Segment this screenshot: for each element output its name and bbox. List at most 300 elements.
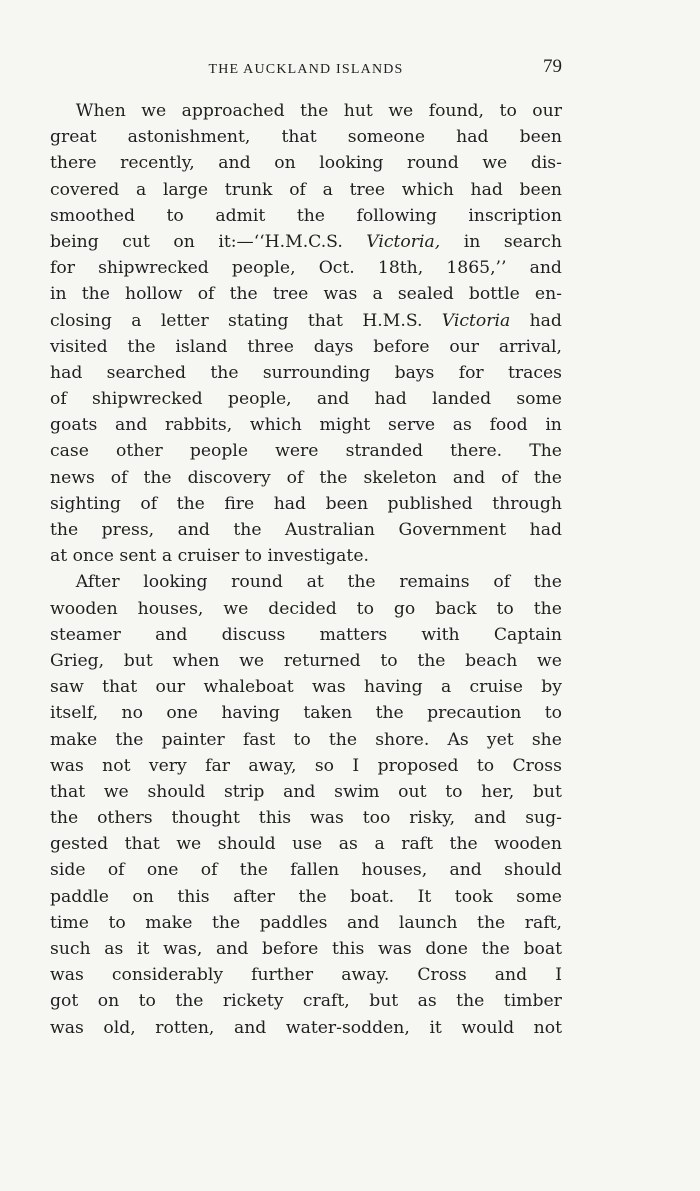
word: our xyxy=(449,336,480,357)
word: looking xyxy=(319,153,384,174)
word: this xyxy=(258,808,292,829)
word: covered xyxy=(50,179,120,200)
word: rabbits, xyxy=(165,415,233,436)
word: been xyxy=(519,179,562,200)
word: traces xyxy=(507,362,562,383)
text-line xyxy=(50,648,562,674)
word: decided xyxy=(268,598,337,619)
word: closing xyxy=(50,310,112,331)
word: bottle xyxy=(468,284,520,305)
word: shore. xyxy=(375,729,430,750)
word: but xyxy=(123,650,153,671)
word: by xyxy=(541,677,562,698)
word: the xyxy=(143,467,172,488)
word: back xyxy=(435,598,477,619)
word: we xyxy=(537,650,562,671)
word: following xyxy=(356,205,437,226)
word: rotten, xyxy=(155,1017,215,1038)
word: whaleboat xyxy=(203,677,294,698)
word: we xyxy=(388,101,414,121)
word: further xyxy=(251,965,314,986)
word: water-sodden, xyxy=(285,1017,410,1038)
word: the xyxy=(328,729,358,750)
word: was, xyxy=(163,939,203,959)
word: far xyxy=(205,755,230,776)
word: that xyxy=(281,127,317,148)
word: search xyxy=(503,231,562,252)
word: there. xyxy=(450,441,503,462)
word: of xyxy=(200,860,218,881)
word: Captain xyxy=(493,624,562,645)
word: we xyxy=(176,834,202,855)
word: after xyxy=(233,886,276,907)
word: to xyxy=(499,101,517,121)
text-line xyxy=(50,386,562,412)
word: should xyxy=(504,860,562,881)
word: took xyxy=(454,886,493,907)
word: was xyxy=(310,808,344,829)
text-line xyxy=(50,203,562,229)
word: the xyxy=(347,572,376,593)
word: swim xyxy=(334,781,380,802)
running-head xyxy=(50,56,562,84)
word: were xyxy=(275,441,319,462)
word: I xyxy=(555,965,562,986)
text-line xyxy=(50,491,562,517)
word: but xyxy=(532,781,562,802)
word: thought xyxy=(171,808,240,829)
word: surrounding xyxy=(262,362,371,383)
word: steamer xyxy=(50,624,121,645)
word: to xyxy=(293,729,311,750)
text-line xyxy=(50,360,562,386)
word: the xyxy=(533,467,562,488)
word: wooden xyxy=(50,598,118,619)
word xyxy=(366,229,440,255)
word: as xyxy=(452,415,472,436)
text-line xyxy=(50,255,562,281)
word: risky, xyxy=(409,808,456,829)
word: through xyxy=(492,493,562,514)
text-line xyxy=(50,988,562,1014)
word: we xyxy=(103,781,129,802)
word: was xyxy=(50,965,84,986)
word: the xyxy=(175,991,204,1012)
word: we xyxy=(223,598,249,619)
word: the xyxy=(50,808,79,829)
word: to xyxy=(380,650,398,671)
word: which xyxy=(249,415,302,436)
word: when xyxy=(172,650,220,671)
word: and xyxy=(316,389,350,410)
word: our xyxy=(155,677,186,698)
word: that xyxy=(102,677,138,698)
text-line xyxy=(50,936,562,962)
word: and xyxy=(452,467,486,488)
word: others xyxy=(97,808,153,829)
word: the xyxy=(533,572,562,593)
text-line xyxy=(50,569,562,595)
word: shipwrecked xyxy=(98,258,209,279)
word: the xyxy=(319,467,348,488)
word: make xyxy=(50,729,98,750)
text-line xyxy=(50,596,562,622)
word: found, xyxy=(428,101,485,121)
word: in xyxy=(463,231,481,252)
word: H.M.S. xyxy=(362,310,423,331)
word: three xyxy=(247,336,294,357)
word xyxy=(442,308,510,334)
word: make xyxy=(145,912,193,933)
word: houses, xyxy=(137,598,204,619)
word: timber xyxy=(503,991,562,1012)
word: trunk xyxy=(224,179,273,200)
word: news xyxy=(50,467,95,488)
word: would xyxy=(461,1017,515,1038)
word: sealed xyxy=(397,284,454,305)
word: the xyxy=(300,101,329,121)
word: one xyxy=(146,860,179,881)
word: large xyxy=(162,179,209,200)
word: paddles xyxy=(259,912,328,933)
word: hut xyxy=(343,101,373,121)
word: to xyxy=(356,598,374,619)
word: to xyxy=(445,781,463,802)
word: as xyxy=(417,991,437,1012)
paragraph xyxy=(50,98,562,569)
word: there xyxy=(50,153,97,174)
word: of xyxy=(50,389,67,410)
word: Cross xyxy=(417,965,467,986)
text-line xyxy=(50,517,562,543)
word: it xyxy=(429,1017,442,1038)
word: landed xyxy=(432,389,492,410)
word: for xyxy=(50,258,75,279)
word: being xyxy=(50,231,99,252)
word: inscription xyxy=(468,205,562,226)
word: recently, xyxy=(120,153,195,174)
word: and xyxy=(347,912,380,933)
italic-ship-name: Victoria xyxy=(441,310,511,331)
word: bays xyxy=(394,362,435,383)
text-line xyxy=(50,124,562,150)
word: some xyxy=(516,886,562,907)
word: but xyxy=(369,991,399,1012)
word: had xyxy=(529,310,562,331)
word: should xyxy=(217,834,276,855)
word: got xyxy=(50,991,79,1012)
word: and xyxy=(115,415,148,436)
word: at xyxy=(306,572,324,593)
word: discovery xyxy=(187,467,271,488)
word: published xyxy=(387,493,473,514)
word: it xyxy=(137,939,150,959)
word: was xyxy=(323,284,358,305)
word: on xyxy=(274,153,296,174)
word: the xyxy=(296,205,325,226)
text-line xyxy=(50,779,562,805)
word: to xyxy=(166,205,184,226)
word: on xyxy=(132,886,154,907)
word: the xyxy=(533,598,562,619)
word: stating xyxy=(228,310,289,331)
word: such xyxy=(50,939,91,959)
word: before xyxy=(262,939,319,959)
text-line xyxy=(50,412,562,438)
word: the xyxy=(449,834,478,855)
word: craft, xyxy=(302,991,350,1012)
word: as xyxy=(104,939,124,959)
word: 18th, xyxy=(377,258,424,279)
word: gested xyxy=(50,834,109,855)
word: that xyxy=(50,781,86,802)
word: once xyxy=(72,546,114,567)
word: we xyxy=(239,650,265,671)
word: Australian xyxy=(285,520,375,540)
word: Government xyxy=(398,520,507,540)
word: out xyxy=(398,781,427,802)
word: the xyxy=(81,284,110,305)
word: a xyxy=(135,179,147,200)
word: very xyxy=(148,755,187,776)
word: yet xyxy=(486,729,514,750)
text-line xyxy=(50,857,562,883)
word: that xyxy=(307,310,343,331)
text-line xyxy=(50,700,562,726)
word: shipwrecked xyxy=(91,389,203,410)
word: rickety xyxy=(222,991,284,1012)
word: to xyxy=(476,755,495,776)
word: proposed xyxy=(377,755,459,776)
word: not xyxy=(102,755,131,776)
word: visited xyxy=(50,336,108,357)
word: boat. xyxy=(350,886,395,907)
word: of xyxy=(501,467,518,488)
text-line xyxy=(50,674,562,700)
word: with xyxy=(421,624,460,645)
word: goats xyxy=(50,415,98,436)
word: had xyxy=(273,493,307,514)
word: which xyxy=(401,179,454,200)
word: fire xyxy=(224,493,255,514)
text-line xyxy=(50,98,562,124)
word: the xyxy=(239,860,268,881)
text-line xyxy=(50,884,562,910)
word: to xyxy=(496,598,514,619)
word: people, xyxy=(231,258,296,279)
word: boat xyxy=(523,939,562,959)
word: case xyxy=(50,441,89,462)
word: should xyxy=(147,781,206,802)
text-line xyxy=(50,465,562,491)
paragraph xyxy=(50,569,562,1040)
word: the xyxy=(210,362,239,383)
italic-ship-name: Victoria, xyxy=(366,231,441,252)
word: saw xyxy=(50,677,84,698)
word: painter xyxy=(161,729,225,750)
word: a xyxy=(322,179,333,200)
word: I xyxy=(352,755,360,776)
text-line xyxy=(50,727,562,753)
word: the xyxy=(477,912,506,933)
word: the xyxy=(115,729,144,750)
word: looking xyxy=(143,572,208,593)
word: a xyxy=(161,546,173,567)
word: stranded xyxy=(345,441,424,462)
word: fallen xyxy=(290,860,340,881)
word: investigate. xyxy=(267,546,369,567)
word: remains xyxy=(399,572,470,593)
word: sent xyxy=(119,546,157,567)
word: of xyxy=(286,467,304,488)
word: had xyxy=(456,127,489,148)
word: on xyxy=(173,231,195,252)
word: discuss xyxy=(221,624,286,645)
word: the xyxy=(211,912,241,933)
word: the xyxy=(417,650,446,671)
word: raft, xyxy=(524,912,562,933)
text-line xyxy=(50,334,562,360)
word: of xyxy=(289,179,306,200)
word: the xyxy=(50,520,79,540)
word: After xyxy=(75,572,120,593)
word: smoothed xyxy=(50,205,135,226)
word: of xyxy=(493,572,511,593)
word: searched xyxy=(106,362,186,383)
word: a xyxy=(372,284,383,305)
word: was xyxy=(311,677,346,698)
word: 1865,’’ xyxy=(446,258,507,279)
word: a xyxy=(440,677,452,698)
word: hollow xyxy=(125,284,183,305)
word: her, xyxy=(481,781,515,802)
word: having xyxy=(221,703,280,724)
word: and xyxy=(177,520,210,540)
text-line xyxy=(50,281,562,307)
word: sug- xyxy=(525,808,562,829)
word: was xyxy=(50,755,84,776)
word: food xyxy=(489,415,528,436)
word: and xyxy=(473,808,507,829)
word: island xyxy=(175,336,228,357)
word: strip xyxy=(223,781,265,802)
word: too xyxy=(362,808,391,829)
word: had xyxy=(374,389,407,410)
word: sighting xyxy=(50,493,121,514)
text-line xyxy=(50,150,562,176)
word: and xyxy=(155,624,188,645)
text-line xyxy=(50,308,562,334)
word: was xyxy=(50,1017,84,1038)
word: people xyxy=(189,441,249,462)
word: considerably xyxy=(111,965,224,986)
word: great xyxy=(50,127,97,148)
word: to xyxy=(544,703,562,724)
word: had xyxy=(529,520,562,540)
word: this xyxy=(331,939,365,959)
word: side xyxy=(50,860,86,881)
word: tree xyxy=(272,284,309,305)
word: cut xyxy=(122,231,150,252)
word: beach xyxy=(465,650,518,671)
text-line xyxy=(50,229,562,255)
word: in xyxy=(545,415,562,436)
word: people, xyxy=(227,389,292,410)
word: paddle xyxy=(50,886,109,907)
word: As xyxy=(447,729,469,750)
word: and xyxy=(283,781,316,802)
word: of xyxy=(110,467,128,488)
word: the xyxy=(298,886,327,907)
word: Cross xyxy=(512,755,562,776)
word: old, xyxy=(103,1017,136,1038)
word: launch xyxy=(398,912,458,933)
word: It xyxy=(417,886,432,907)
word: at xyxy=(50,546,68,567)
word: the xyxy=(127,336,156,357)
word: round xyxy=(407,153,459,174)
word: arrival, xyxy=(498,336,562,357)
word: the xyxy=(233,520,262,540)
word: taken xyxy=(303,703,353,724)
word: astonishment, xyxy=(127,127,251,148)
word: it:—‘‘H.M.C.S. xyxy=(218,231,343,252)
word: houses, xyxy=(361,860,428,881)
word: someone xyxy=(347,127,425,148)
word: When xyxy=(75,101,126,121)
running-title: THE AUCKLAND ISLANDS xyxy=(208,62,404,77)
word: and xyxy=(218,153,251,174)
word: away, xyxy=(248,755,297,776)
word: and xyxy=(449,860,482,881)
word: to xyxy=(108,912,126,933)
word: for xyxy=(458,362,484,383)
word: admit xyxy=(215,205,266,226)
word: time xyxy=(50,912,89,933)
word: before xyxy=(373,336,430,357)
word: Oct. xyxy=(318,258,355,279)
word: been xyxy=(325,493,369,514)
word: the xyxy=(456,991,485,1012)
word: to xyxy=(244,546,262,567)
word: some xyxy=(516,389,562,410)
word: the xyxy=(176,493,205,514)
word: in xyxy=(50,284,67,305)
text-line xyxy=(50,622,562,648)
word: having xyxy=(364,677,423,698)
word: wooden xyxy=(494,834,562,855)
word: days xyxy=(313,336,354,357)
word: the xyxy=(481,939,510,959)
word: skeleton xyxy=(363,467,437,488)
word: done xyxy=(425,939,468,959)
word: the xyxy=(229,284,258,305)
word: not xyxy=(533,1017,562,1038)
word: dis- xyxy=(530,153,562,174)
word: the xyxy=(375,703,404,724)
word: had xyxy=(50,362,83,383)
word: cruiser xyxy=(177,546,240,567)
word: The xyxy=(529,441,562,462)
word: Grieg, xyxy=(50,650,105,671)
word: to xyxy=(138,991,156,1012)
word: one xyxy=(166,703,198,724)
word: and xyxy=(494,965,528,986)
text-line xyxy=(50,1015,562,1041)
word: been xyxy=(519,127,562,148)
word: might xyxy=(319,415,371,436)
word: as xyxy=(338,834,358,855)
